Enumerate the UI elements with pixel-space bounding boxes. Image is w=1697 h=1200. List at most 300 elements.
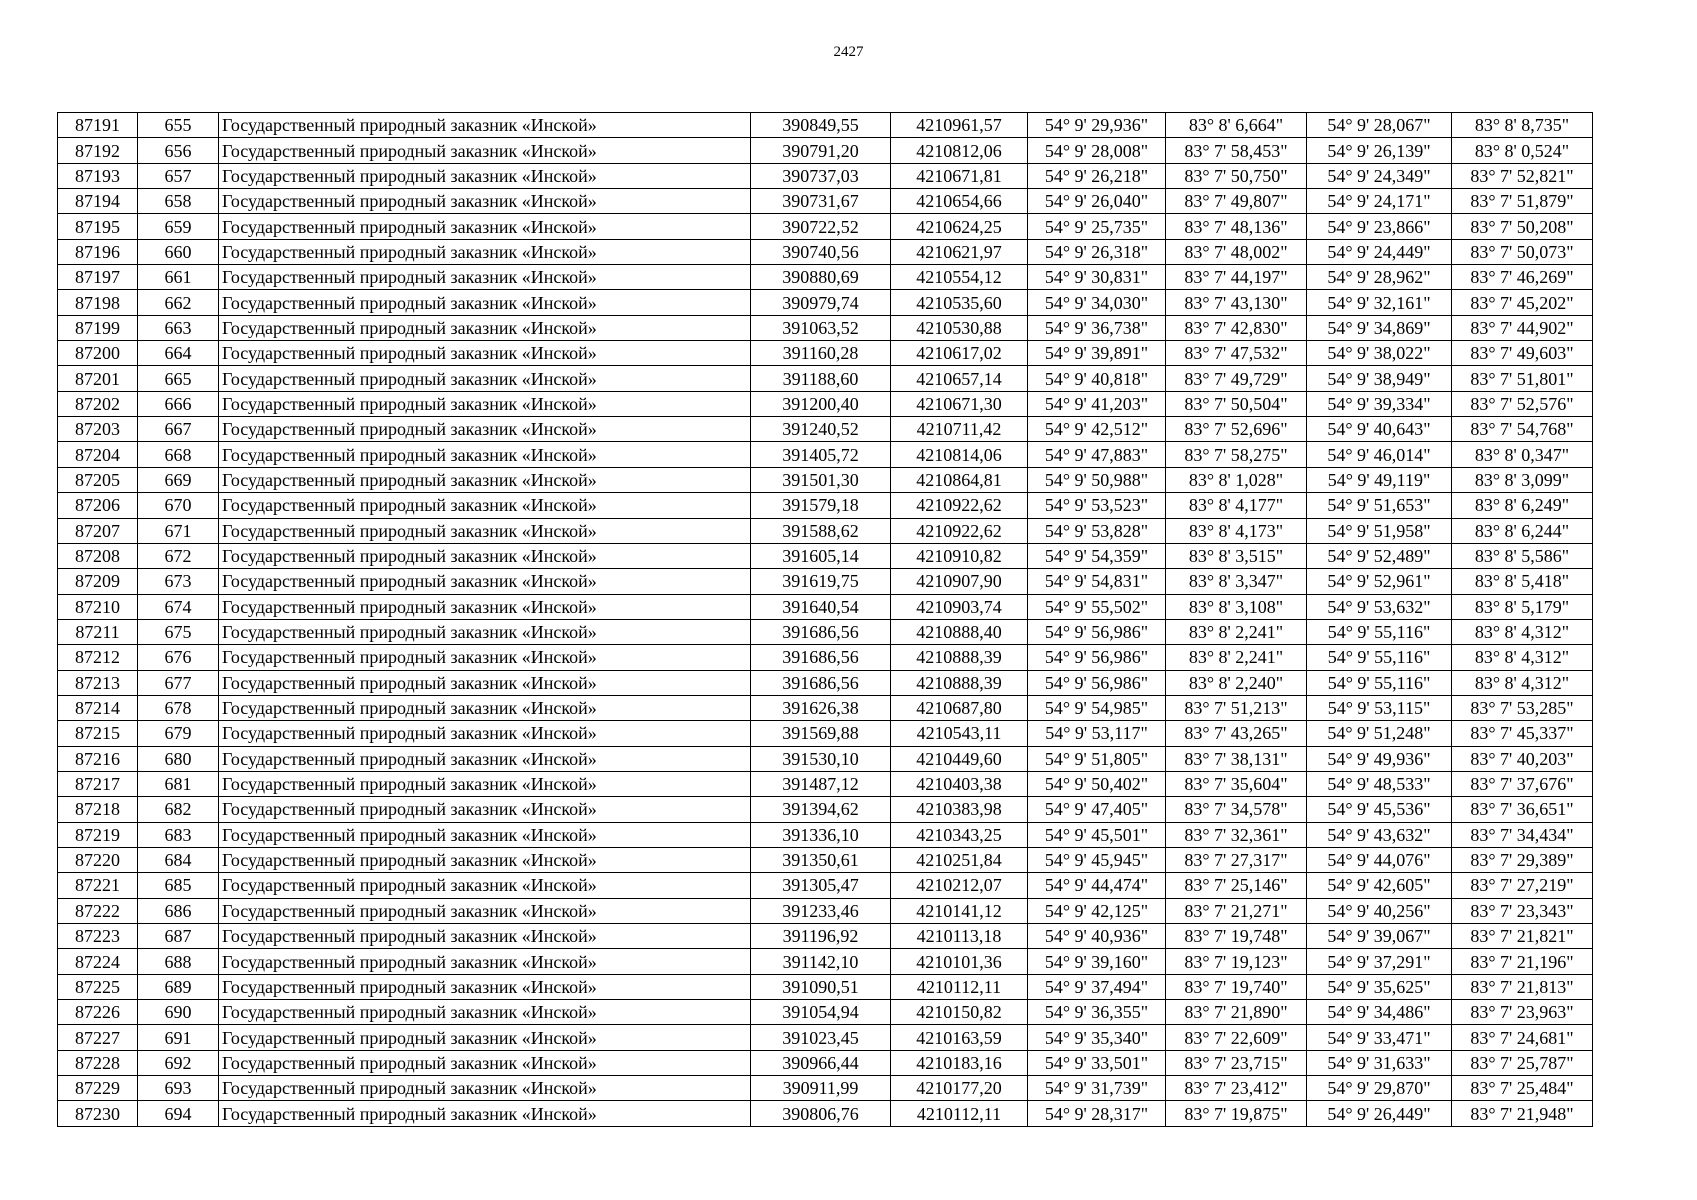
x-coordinate-cell: 391605,14 [751,543,891,568]
object-name-cell: Государственный природный заказник «Инской» [219,1101,751,1126]
object-name-cell: Государственный природный заказник «Инской» [219,619,751,644]
longitude-2-cell: 83° 7' 52,576" [1452,391,1593,416]
table-row [58,265,1593,290]
longitude-2-cell: 83° 7' 25,787" [1452,1050,1593,1075]
latitude-2-cell: 54° 9' 45,536" [1307,797,1452,822]
object-name-cell: Государственный природный заказник «Инской» [219,417,751,442]
latitude-1-cell: 54° 9' 25,735" [1028,214,1166,239]
point-number-cell: 691 [138,1025,219,1050]
table-row [58,442,1593,467]
latitude-1-cell: 54° 9' 30,831" [1028,265,1166,290]
longitude-1-cell: 83° 7' 42,830" [1166,315,1307,340]
point-number-cell: 686 [138,898,219,923]
table-body [58,113,1593,1127]
table-row [58,391,1593,416]
record-id-cell: 87227 [58,1025,138,1050]
record-id-cell: 87223 [58,924,138,949]
latitude-2-cell: 54° 9' 32,161" [1307,290,1452,315]
record-id-cell: 87219 [58,822,138,847]
x-coordinate-cell: 391196,92 [751,924,891,949]
longitude-2-cell: 83° 7' 21,948" [1452,1101,1593,1126]
object-name-cell: Государственный природный заказник «Инской» [219,138,751,163]
longitude-1-cell: 83° 7' 48,002" [1166,239,1307,264]
record-id-cell: 87196 [58,239,138,264]
y-coordinate-cell: 4210177,20 [891,1076,1028,1101]
x-coordinate-cell: 391686,56 [751,645,891,670]
latitude-2-cell: 54° 9' 23,866" [1307,214,1452,239]
latitude-2-cell: 54° 9' 51,248" [1307,721,1452,746]
point-number-cell: 666 [138,391,219,416]
y-coordinate-cell: 4210112,11 [891,974,1028,999]
object-name-cell: Государственный природный заказник «Инской» [219,113,751,138]
record-id-cell: 87203 [58,417,138,442]
x-coordinate-cell: 391054,94 [751,1000,891,1025]
table-row [58,290,1593,315]
latitude-2-cell: 54° 9' 29,870" [1307,1076,1452,1101]
latitude-2-cell: 54° 9' 28,962" [1307,265,1452,290]
object-name-cell: Государственный природный заказник «Инской» [219,822,751,847]
longitude-2-cell: 83° 7' 40,203" [1452,746,1593,771]
latitude-1-cell: 54° 9' 41,203" [1028,391,1166,416]
longitude-1-cell: 83° 7' 23,715" [1166,1050,1307,1075]
object-name-cell: Государственный природный заказник «Инской» [219,1025,751,1050]
page-number: 2427 [833,44,864,60]
x-coordinate-cell: 391686,56 [751,670,891,695]
point-number-cell: 689 [138,974,219,999]
table-row [58,695,1593,720]
longitude-1-cell: 83° 8' 6,664" [1166,113,1307,138]
record-id-cell: 87193 [58,163,138,188]
point-number-cell: 688 [138,949,219,974]
latitude-1-cell: 54° 9' 56,986" [1028,619,1166,644]
y-coordinate-cell: 4210621,97 [891,239,1028,264]
longitude-1-cell: 83° 7' 27,317" [1166,847,1307,872]
longitude-1-cell: 83° 7' 51,213" [1166,695,1307,720]
point-number-cell: 679 [138,721,219,746]
x-coordinate-cell: 391063,52 [751,315,891,340]
longitude-2-cell: 83° 7' 44,902" [1452,315,1593,340]
y-coordinate-cell: 4210961,57 [891,113,1028,138]
longitude-1-cell: 83° 7' 21,890" [1166,1000,1307,1025]
y-coordinate-cell: 4210212,07 [891,873,1028,898]
longitude-1-cell: 83° 8' 3,347" [1166,569,1307,594]
longitude-2-cell: 83° 7' 36,651" [1452,797,1593,822]
point-number-cell: 667 [138,417,219,442]
record-id-cell: 87209 [58,569,138,594]
table-row [58,417,1593,442]
y-coordinate-cell: 4210617,02 [891,341,1028,366]
x-coordinate-cell: 391530,10 [751,746,891,771]
longitude-1-cell: 83° 7' 22,609" [1166,1025,1307,1050]
object-name-cell: Государственный природный заказник «Инской» [219,1050,751,1075]
record-id-cell: 87222 [58,898,138,923]
latitude-2-cell: 54° 9' 34,486" [1307,1000,1452,1025]
latitude-1-cell: 54° 9' 56,986" [1028,670,1166,695]
y-coordinate-cell: 4210888,40 [891,619,1028,644]
y-coordinate-cell: 4210543,11 [891,721,1028,746]
x-coordinate-cell: 390722,52 [751,214,891,239]
latitude-1-cell: 54° 9' 29,936" [1028,113,1166,138]
longitude-1-cell: 83° 7' 50,504" [1166,391,1307,416]
point-number-cell: 660 [138,239,219,264]
object-name-cell: Государственный природный заказник «Инской» [219,949,751,974]
longitude-1-cell: 83° 7' 34,578" [1166,797,1307,822]
x-coordinate-cell: 391394,62 [751,797,891,822]
latitude-2-cell: 54° 9' 28,067" [1307,113,1452,138]
latitude-1-cell: 54° 9' 54,985" [1028,695,1166,720]
latitude-1-cell: 54° 9' 45,501" [1028,822,1166,847]
object-name-cell: Государственный природный заказник «Инской» [219,214,751,239]
latitude-1-cell: 54° 9' 31,739" [1028,1076,1166,1101]
longitude-2-cell: 83° 7' 51,801" [1452,366,1593,391]
longitude-1-cell: 83° 7' 43,265" [1166,721,1307,746]
point-number-cell: 690 [138,1000,219,1025]
record-id-cell: 87205 [58,467,138,492]
point-number-cell: 664 [138,341,219,366]
point-number-cell: 687 [138,924,219,949]
longitude-2-cell: 83° 7' 25,484" [1452,1076,1593,1101]
latitude-2-cell: 54° 9' 34,869" [1307,315,1452,340]
x-coordinate-cell: 390966,44 [751,1050,891,1075]
longitude-2-cell: 83° 7' 27,219" [1452,873,1593,898]
latitude-1-cell: 54° 9' 55,502" [1028,594,1166,619]
x-coordinate-cell: 391487,12 [751,771,891,796]
latitude-1-cell: 54° 9' 53,828" [1028,518,1166,543]
longitude-1-cell: 83° 7' 49,807" [1166,189,1307,214]
point-number-cell: 682 [138,797,219,822]
table-row [58,518,1593,543]
object-name-cell: Государственный природный заказник «Инской» [219,265,751,290]
latitude-1-cell: 54° 9' 42,125" [1028,898,1166,923]
longitude-1-cell: 83° 8' 4,177" [1166,493,1307,518]
record-id-cell: 87207 [58,518,138,543]
latitude-2-cell: 54° 9' 42,605" [1307,873,1452,898]
latitude-2-cell: 54° 9' 48,533" [1307,771,1452,796]
longitude-1-cell: 83° 8' 1,028" [1166,467,1307,492]
record-id-cell: 87210 [58,594,138,619]
point-number-cell: 674 [138,594,219,619]
x-coordinate-cell: 390849,55 [751,113,891,138]
latitude-1-cell: 54° 9' 50,988" [1028,467,1166,492]
latitude-2-cell: 54° 9' 33,471" [1307,1025,1452,1050]
longitude-2-cell: 83° 8' 3,099" [1452,467,1593,492]
latitude-2-cell: 54° 9' 24,449" [1307,239,1452,264]
latitude-1-cell: 54° 9' 37,494" [1028,974,1166,999]
y-coordinate-cell: 4210624,25 [891,214,1028,239]
y-coordinate-cell: 4210554,12 [891,265,1028,290]
latitude-1-cell: 54° 9' 42,512" [1028,417,1166,442]
x-coordinate-cell: 391619,75 [751,569,891,594]
longitude-1-cell: 83° 8' 2,240" [1166,670,1307,695]
x-coordinate-cell: 390979,74 [751,290,891,315]
object-name-cell: Государственный природный заказник «Инской» [219,442,751,467]
longitude-2-cell: 83° 8' 4,312" [1452,670,1593,695]
longitude-1-cell: 83° 8' 2,241" [1166,645,1307,670]
latitude-2-cell: 54° 9' 53,632" [1307,594,1452,619]
longitude-2-cell: 83° 7' 29,389" [1452,847,1593,872]
record-id-cell: 87213 [58,670,138,695]
record-id-cell: 87224 [58,949,138,974]
point-number-cell: 683 [138,822,219,847]
object-name-cell: Государственный природный заказник «Инской» [219,189,751,214]
latitude-2-cell: 54° 9' 55,116" [1307,619,1452,644]
y-coordinate-cell: 4210150,82 [891,1000,1028,1025]
record-id-cell: 87191 [58,113,138,138]
object-name-cell: Государственный природный заказник «Инской» [219,873,751,898]
record-id-cell: 87225 [58,974,138,999]
point-number-cell: 672 [138,543,219,568]
latitude-2-cell: 54° 9' 44,076" [1307,847,1452,872]
point-number-cell: 678 [138,695,219,720]
latitude-1-cell: 54° 9' 26,318" [1028,239,1166,264]
object-name-cell: Государственный природный заказник «Инской» [219,391,751,416]
y-coordinate-cell: 4210403,38 [891,771,1028,796]
object-name-cell: Государственный природный заказник «Инской» [219,797,751,822]
longitude-2-cell: 83° 7' 53,285" [1452,695,1593,720]
longitude-1-cell: 83° 7' 50,750" [1166,163,1307,188]
point-number-cell: 669 [138,467,219,492]
longitude-1-cell: 83° 7' 25,146" [1166,873,1307,898]
latitude-1-cell: 54° 9' 26,218" [1028,163,1166,188]
point-number-cell: 661 [138,265,219,290]
point-number-cell: 665 [138,366,219,391]
x-coordinate-cell: 391588,62 [751,518,891,543]
object-name-cell: Государственный природный заказник «Инской» [219,670,751,695]
latitude-2-cell: 54° 9' 39,334" [1307,391,1452,416]
table-row [58,1000,1593,1025]
point-number-cell: 692 [138,1050,219,1075]
latitude-2-cell: 54° 9' 52,961" [1307,569,1452,594]
latitude-1-cell: 54° 9' 56,986" [1028,645,1166,670]
table-row [58,315,1593,340]
latitude-1-cell: 54° 9' 47,405" [1028,797,1166,822]
y-coordinate-cell: 4210907,90 [891,569,1028,594]
object-name-cell: Государственный природный заказник «Инской» [219,543,751,568]
object-name-cell: Государственный природный заказник «Инской» [219,569,751,594]
longitude-2-cell: 83° 7' 52,821" [1452,163,1593,188]
longitude-1-cell: 83° 7' 19,748" [1166,924,1307,949]
longitude-1-cell: 83° 7' 21,271" [1166,898,1307,923]
point-number-cell: 680 [138,746,219,771]
table-row [58,619,1593,644]
x-coordinate-cell: 391305,47 [751,873,891,898]
longitude-2-cell: 83° 8' 5,586" [1452,543,1593,568]
record-id-cell: 87212 [58,645,138,670]
x-coordinate-cell: 390880,69 [751,265,891,290]
longitude-1-cell: 83° 8' 4,173" [1166,518,1307,543]
latitude-2-cell: 54° 9' 46,014" [1307,442,1452,467]
x-coordinate-cell: 391626,38 [751,695,891,720]
record-id-cell: 87208 [58,543,138,568]
table-row [58,569,1593,594]
latitude-2-cell: 54° 9' 40,643" [1307,417,1452,442]
longitude-2-cell: 83° 7' 50,208" [1452,214,1593,239]
latitude-2-cell: 54° 9' 55,116" [1307,670,1452,695]
latitude-2-cell: 54° 9' 49,936" [1307,746,1452,771]
table-row [58,873,1593,898]
longitude-2-cell: 83° 7' 54,768" [1452,417,1593,442]
record-id-cell: 87199 [58,315,138,340]
record-id-cell: 87217 [58,771,138,796]
latitude-2-cell: 54° 9' 55,116" [1307,645,1452,670]
y-coordinate-cell: 4210910,82 [891,543,1028,568]
longitude-2-cell: 83° 7' 21,821" [1452,924,1593,949]
point-number-cell: 656 [138,138,219,163]
point-number-cell: 681 [138,771,219,796]
object-name-cell: Государственный природный заказник «Инской» [219,315,751,340]
point-number-cell: 663 [138,315,219,340]
y-coordinate-cell: 4210657,14 [891,366,1028,391]
record-id-cell: 87192 [58,138,138,163]
longitude-2-cell: 83° 8' 4,312" [1452,645,1593,670]
latitude-1-cell: 54° 9' 36,738" [1028,315,1166,340]
latitude-1-cell: 54° 9' 51,805" [1028,746,1166,771]
object-name-cell: Государственный природный заказник «Инской» [219,239,751,264]
record-id-cell: 87226 [58,1000,138,1025]
x-coordinate-cell: 391336,10 [751,822,891,847]
object-name-cell: Государственный природный заказник «Инской» [219,898,751,923]
longitude-1-cell: 83° 7' 19,123" [1166,949,1307,974]
object-name-cell: Государственный природный заказник «Инской» [219,163,751,188]
longitude-2-cell: 83° 7' 49,603" [1452,341,1593,366]
table-row [58,366,1593,391]
object-name-cell: Государственный природный заказник «Инской» [219,341,751,366]
object-name-cell: Государственный природный заказник «Инской» [219,594,751,619]
table-row [58,594,1593,619]
x-coordinate-cell: 391200,40 [751,391,891,416]
longitude-2-cell: 83° 8' 5,418" [1452,569,1593,594]
record-id-cell: 87228 [58,1050,138,1075]
y-coordinate-cell: 4210183,16 [891,1050,1028,1075]
y-coordinate-cell: 4210251,84 [891,847,1028,872]
longitude-1-cell: 83° 7' 19,875" [1166,1101,1307,1126]
table-row [58,1025,1593,1050]
object-name-cell: Государственный природный заказник «Инской» [219,721,751,746]
y-coordinate-cell: 4210812,06 [891,138,1028,163]
longitude-2-cell: 83° 7' 21,813" [1452,974,1593,999]
x-coordinate-cell: 391233,46 [751,898,891,923]
latitude-1-cell: 54° 9' 39,891" [1028,341,1166,366]
longitude-1-cell: 83° 7' 38,131" [1166,746,1307,771]
longitude-1-cell: 83° 7' 32,361" [1166,822,1307,847]
record-id-cell: 87194 [58,189,138,214]
point-number-cell: 671 [138,518,219,543]
object-name-cell: Государственный природный заказник «Инской» [219,518,751,543]
latitude-1-cell: 54° 9' 44,474" [1028,873,1166,898]
point-number-cell: 668 [138,442,219,467]
table-row [58,797,1593,822]
table-row [58,214,1593,239]
latitude-1-cell: 54° 9' 54,831" [1028,569,1166,594]
latitude-2-cell: 54° 9' 39,067" [1307,924,1452,949]
latitude-1-cell: 54° 9' 35,340" [1028,1025,1166,1050]
y-coordinate-cell: 4210864,81 [891,467,1028,492]
y-coordinate-cell: 4210814,06 [891,442,1028,467]
longitude-2-cell: 83° 7' 46,269" [1452,265,1593,290]
longitude-1-cell: 83° 7' 58,453" [1166,138,1307,163]
x-coordinate-cell: 391569,88 [751,721,891,746]
longitude-1-cell: 83° 8' 3,515" [1166,543,1307,568]
object-name-cell: Государственный природный заказник «Инской» [219,974,751,999]
x-coordinate-cell: 391686,56 [751,619,891,644]
longitude-1-cell: 83° 7' 35,604" [1166,771,1307,796]
y-coordinate-cell: 4210654,66 [891,189,1028,214]
x-coordinate-cell: 391160,28 [751,341,891,366]
x-coordinate-cell: 390731,67 [751,189,891,214]
y-coordinate-cell: 4210922,62 [891,518,1028,543]
latitude-1-cell: 54° 9' 50,402" [1028,771,1166,796]
longitude-1-cell: 83° 7' 23,412" [1166,1076,1307,1101]
longitude-1-cell: 83° 7' 47,532" [1166,341,1307,366]
table-row [58,341,1593,366]
latitude-1-cell: 54° 9' 40,936" [1028,924,1166,949]
point-number-cell: 676 [138,645,219,670]
y-coordinate-cell: 4210163,59 [891,1025,1028,1050]
table-row [58,721,1593,746]
record-id-cell: 87214 [58,695,138,720]
latitude-2-cell: 54° 9' 24,171" [1307,189,1452,214]
y-coordinate-cell: 4210903,74 [891,594,1028,619]
table-row [58,670,1593,695]
point-number-cell: 657 [138,163,219,188]
latitude-1-cell: 54° 9' 54,359" [1028,543,1166,568]
latitude-1-cell: 54° 9' 33,501" [1028,1050,1166,1075]
point-number-cell: 677 [138,670,219,695]
longitude-1-cell: 83° 7' 48,136" [1166,214,1307,239]
longitude-1-cell: 83° 7' 19,740" [1166,974,1307,999]
x-coordinate-cell: 391142,10 [751,949,891,974]
object-name-cell: Государственный природный заказник «Инской» [219,467,751,492]
object-name-cell: Государственный природный заказник «Инской» [219,1076,751,1101]
table-row [58,822,1593,847]
x-coordinate-cell: 391501,30 [751,467,891,492]
latitude-1-cell: 54° 9' 40,818" [1028,366,1166,391]
record-id-cell: 87204 [58,442,138,467]
longitude-1-cell: 83° 8' 2,241" [1166,619,1307,644]
point-number-cell: 684 [138,847,219,872]
latitude-2-cell: 54° 9' 26,449" [1307,1101,1452,1126]
latitude-2-cell: 54° 9' 51,653" [1307,493,1452,518]
y-coordinate-cell: 4210671,30 [891,391,1028,416]
longitude-2-cell: 83° 7' 34,434" [1452,822,1593,847]
longitude-2-cell: 83° 8' 8,735" [1452,113,1593,138]
latitude-1-cell: 54° 9' 34,030" [1028,290,1166,315]
longitude-2-cell: 83° 8' 6,249" [1452,493,1593,518]
latitude-1-cell: 54° 9' 53,523" [1028,493,1166,518]
y-coordinate-cell: 4210101,36 [891,949,1028,974]
coordinates-table [57,112,1593,1127]
longitude-1-cell: 83° 7' 58,275" [1166,442,1307,467]
latitude-1-cell: 54° 9' 45,945" [1028,847,1166,872]
table-row [58,163,1593,188]
longitude-2-cell: 83° 7' 45,337" [1452,721,1593,746]
record-id-cell: 87211 [58,619,138,644]
longitude-1-cell: 83° 7' 52,696" [1166,417,1307,442]
longitude-1-cell: 83° 7' 44,197" [1166,265,1307,290]
record-id-cell: 87206 [58,493,138,518]
x-coordinate-cell: 391405,72 [751,442,891,467]
longitude-2-cell: 83° 8' 6,244" [1452,518,1593,543]
y-coordinate-cell: 4210343,25 [891,822,1028,847]
point-number-cell: 670 [138,493,219,518]
latitude-2-cell: 54° 9' 26,139" [1307,138,1452,163]
longitude-2-cell: 83° 7' 45,202" [1452,290,1593,315]
longitude-2-cell: 83° 7' 50,073" [1452,239,1593,264]
point-number-cell: 693 [138,1076,219,1101]
latitude-2-cell: 54° 9' 38,022" [1307,341,1452,366]
table-row [58,493,1593,518]
table-row [58,924,1593,949]
